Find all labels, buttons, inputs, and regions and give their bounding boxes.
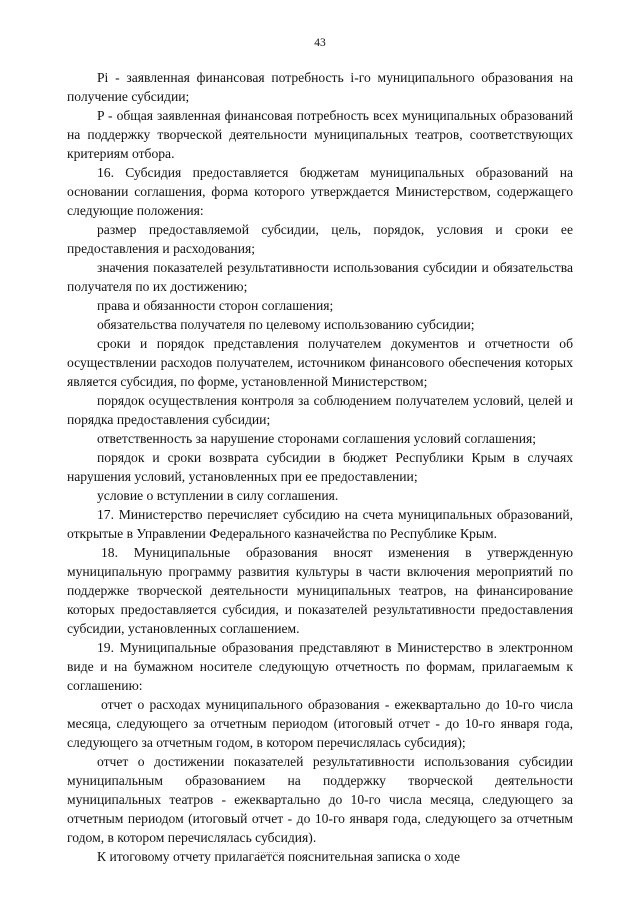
- list-item-obligations: обязательства получателя по целевому использованию субсидии;: [97, 317, 475, 332]
- paragraph-17: 17. Министерство перечисляет субсидию на счета муниципальных образований, открытые в Управлении Федерального казначейства по Республике Крым.: [67, 507, 573, 541]
- page-number: 43: [314, 37, 326, 49]
- document-body: [67, 68, 573, 866]
- paragraph-final-report-note: К итоговому отчету прилагается пояснительная записка о ходе: [97, 849, 461, 864]
- list-item-refund: порядок и сроки возврата субсидии в бюджет Республики Крым в случаях нарушения условий, установленных при ее предоставлении;: [67, 450, 573, 484]
- paragraph-pi-definition: Pi - заявленная финансовая потребность i-го муниципального образования на получение субсидии;: [67, 70, 573, 104]
- paragraph-19: 19. Муниципальные образования представляют в Министерство в электронном виде и на бумажном носителе следующую отчетность по формам, прилагаемым к соглашению:: [67, 640, 573, 693]
- list-item-expense-report: отчет о расходах муниципального образования - ежеквартально до 10-го числа месяца, следующего за отчетным периодом (итоговый отчет - до 10-го января года, следующего за отчетным годом, в котором перечислялась субсидия);: [67, 697, 573, 750]
- list-item-indicator-report: отчет о достижении показателей результативности использования субсидии муниципальным образованием на поддержку творческой деятельности муниципальных театров - ежеквартально до 10-го числа месяца, следующего за отчетным периодом (итоговый отчет - до 10-го января года, следующего за отчетным годом, в котором перечислялась субсидия).: [67, 754, 573, 845]
- list-item-reporting: сроки и порядок представления получателем документов и отчетности об осуществлении расходов получателем, источником финансового обеспечения которых является субсидия, по форме, установленной Министерством;: [67, 336, 573, 389]
- list-item-indicators: значения показателей результативности использования субсидии и обязательства получателя по их достижению;: [67, 260, 573, 294]
- list-item-entry-into-force: условие о вступлении в силу соглашения.: [97, 488, 339, 503]
- list-item-rights: права и обязанности сторон соглашения;: [97, 298, 334, 313]
- scan-mark: [258, 852, 282, 855]
- paragraph-18: 18. Муниципальные образования вносят изменения в утвержденную муниципальную программу развития культуры в части включения мероприятий по поддержке творческой деятельности муниципальных театров, на финансирование которых предоставляется субсидия, и показателей результативности предоставления субсидии, установленных соглашением.: [67, 545, 573, 636]
- paragraph-p-definition: P - общая заявленная финансовая потребность всех муниципальных образований на поддержку творческой деятельности муниципальных театров, соответствующих критериям отбора.: [67, 108, 573, 161]
- list-item-control: порядок осуществления контроля за соблюдением получателем условий, целей и порядка предоставления субсидии;: [67, 393, 573, 427]
- list-item-subsidy-size: размер предоставляемой субсидии, цель, порядок, условия и сроки ее предоставления и расходования;: [67, 222, 573, 256]
- paragraph-16: 16. Субсидия предоставляется бюджетам муниципальных образований на основании соглашения, форма которого утверждается Министерством, содержащего следующие положения:: [67, 165, 573, 218]
- list-item-responsibility: ответственность за нарушение сторонами соглашения условий соглашения;: [97, 431, 537, 446]
